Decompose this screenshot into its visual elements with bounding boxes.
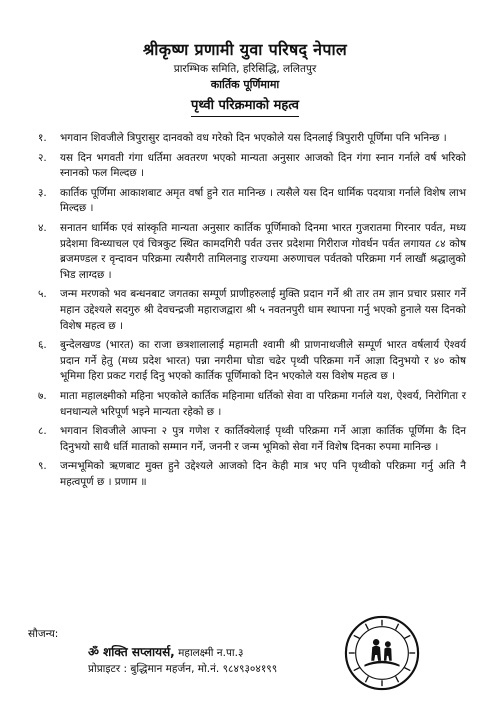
emblem-figures-icon: [364, 639, 399, 667]
emblem-outer-ring: [346, 617, 418, 689]
list-item: [38, 338, 466, 385]
proprietor-line: प्रोप्राइटर : बुद्धिमान महर्जन, मो.नं. ९८४९३०४१९९: [88, 663, 278, 675]
points-list: [38, 131, 466, 494]
courtesy-label: सौजन्य:: [28, 628, 59, 640]
list-item: [38, 186, 466, 217]
list-item: [38, 459, 466, 490]
item-number: ८.: [38, 425, 47, 438]
item-text: सनातन धार्मिक एवं सांस्कृति मान्यता अनुसार कार्तिक पूर्णिमाको दिनमा भारत गुजरातमा गिरनार पर्वत, मध्य प्रदेशमा विन्ध्याचल एवं चित्रकुट स्थित कामदगिरी पर्वत उत्तर प्रदेशमा गिरीराज गोवर्धन पर्वत लगायत ८४ कोष ब्रजमण्डल र वृन्दावन परिक्रमा त्यसैगरी तामिलनाडु राज्यमा अरुणाचल पर्वतको परिक्रमा गर्न लाखौं श्रद्धालुको भिड लाग्दछ ।: [60, 221, 466, 281]
circular-emblem-icon: [343, 614, 421, 692]
list-item: [38, 287, 466, 334]
item-text: बुन्देलखण्ड (भारत) का राजा छत्रशालालाई महामती श्वामी श्री प्राणनाथजीले सम्पूर्ण भारत वर्षलार्य ऐश्वर्य प्रदान गर्ने हेतु (मध्य प्रदेश भारत) पन्ना नगरीमा घोडा चढेर पृथ्वी परिक्रमा गर्ने आज्ञा दिनुभयो र ४० कोष भूमिमा हिरा प्रकट गराई दिनु भएको कार्तिक पूर्णिमाको दिन भएकोले यस विशेष महत्व छ ।: [60, 339, 466, 383]
item-number: १.: [38, 132, 47, 144]
item-number: ५.: [38, 288, 47, 301]
item-text: माता महालक्ष्मीको महिना भएकोले कार्तिक महिनामा धर्तिको सेवा वा परिक्रमा गर्नाले यश, ऐश्वर्य, निरोगिता र धनधान्यले भरिपूर्ण भइने मान्यता रहेको छ ।: [60, 389, 466, 418]
item-number: ४.: [38, 221, 47, 234]
item-number: ९.: [38, 460, 47, 473]
header: [0, 40, 490, 117]
company-name: ॐ शक्ति सप्लायर्स,: [88, 645, 175, 659]
list-item: [38, 221, 466, 283]
item-text: यस दिन भगवती गंगा धर्तिमा अवतरण भएको मान्यता अनुसार आजको दिन गंगा स्नान गर्नाले वर्ष भरिको स्नानको फल मिल्दछ ।: [60, 151, 466, 180]
document-heading: पृथ्वी परिक्रमाको महत्व: [191, 97, 299, 117]
list-item: [38, 131, 466, 147]
item-number: २.: [38, 151, 47, 164]
item-text: भगवान शिवजीले त्रिपुरासुर दानवको वध गरेको दिन भएकोले यस दिनलाई त्रिपुरारी पूर्णिमा पनि भनिन्छ ।: [60, 132, 447, 144]
emblem-inner-ring: [356, 627, 409, 680]
item-number: ६.: [38, 339, 47, 352]
organization-subtitle: प्रारम्भिक समिति, हरिसिद्धि, ललितपुर: [173, 63, 317, 75]
item-text: जन्मभूमिको ऋणबाट मुक्त हुने उद्देश्यले आजको दिन केही मात्र भए पनि पृथ्वीको परिक्रमा गर्नु अति नै महत्वपूर्ण छ । प्रणाम ॥: [60, 460, 466, 488]
item-text: कार्तिक पूर्णिमा आकाशबाट अमृत वर्षा हुने रात मानिन्छ । त्यसैले यस दिन धार्मिक पदयात्रा गर्नाले विशेष लाभ मिल्दछ ।: [60, 186, 466, 215]
organization-title: श्रीकृष्ण प्रणामी युवा परिषद् नेपाल: [142, 40, 348, 59]
company-address: महालक्ष्मी न.पा.३: [174, 647, 244, 659]
list-item: [38, 424, 466, 455]
item-number: ३.: [38, 186, 47, 199]
item-text: भगवान शिवजीले आफ्ना २ पुत्र गणेश र कार्तिक्येलाई पृथ्वी परिक्रमा गर्ने आज्ञा कार्तिक पूर्णिमा कै दिन दिनुभयो साथै धर्ति माताको सम्मान गर्ने, जननी र जन्म भूमिको सेवा गर्ने विशेष दिनका रुपमा मानिन्छ ।: [60, 425, 466, 453]
item-text: जन्म मरणको भव बन्धनबाट जगतका सम्पूर्ण प्राणीहरुलाई मुक्ति प्रदान गर्ने श्री तार तम ज्ञान प्रचार प्रसार गर्ने महान उद्देश्यले सदगुरु श्री देवचन्द्रजी महाराजद्वारा श्री ५ नवतनपुरी धाम स्थापना गर्नु भएको हुनाले यस दिनको विशेष महत्व छ ।: [60, 288, 466, 332]
list-item: [38, 151, 466, 182]
emblem-ring-pattern: [349, 620, 415, 686]
list-item: [38, 389, 466, 420]
occasion-label: कार्तिक पूर्णिमामा: [210, 78, 280, 91]
item-number: ७.: [38, 389, 47, 402]
